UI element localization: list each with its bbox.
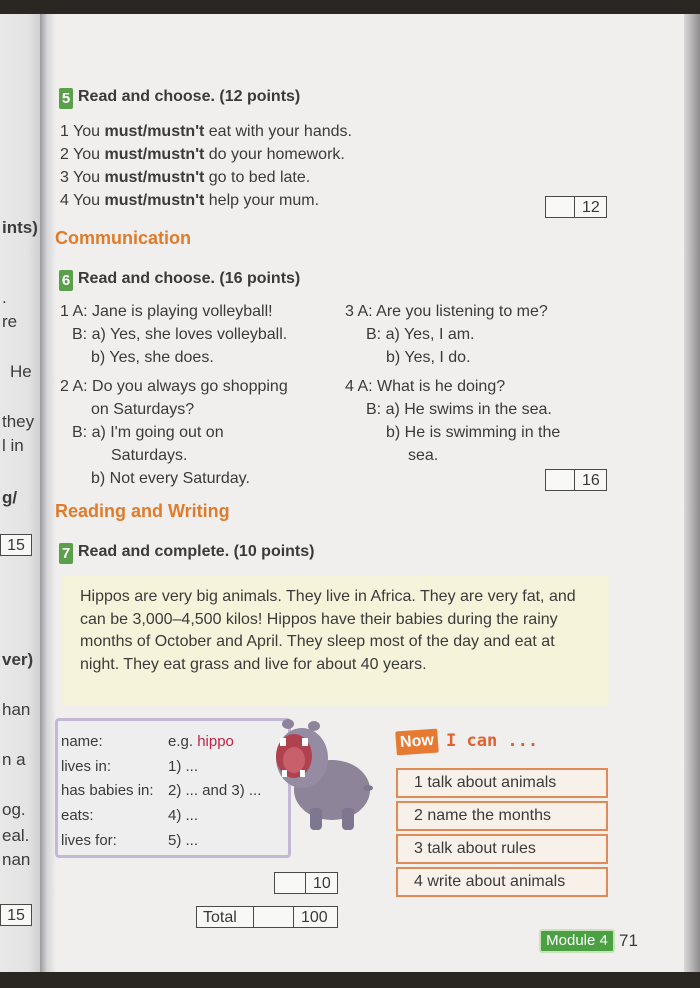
total-label: Total [203, 909, 237, 926]
left-fragment: g/ [2, 488, 18, 507]
task5-item: 3 You must/mustn't go to bed late. [60, 169, 311, 186]
dialogue-line: 3 A: Are you listening to me? [345, 303, 548, 320]
dialogue-option-continued: sea. [408, 447, 439, 464]
can-do-item[interactable]: 4 write about animals [396, 867, 608, 897]
task-title-text: Read and complete. (10 points) [78, 543, 315, 560]
table-label: lives in: [61, 758, 112, 775]
left-fragment: og. [2, 800, 26, 819]
total-value: 100 [301, 909, 328, 926]
example-answer: hippo [197, 733, 234, 750]
left-fragment: re [2, 312, 18, 331]
left-fragment: n a [2, 750, 26, 769]
task-title-text: Read and choose. (12 points) [78, 88, 301, 105]
choice-option[interactable]: must/mustn't [104, 169, 205, 186]
task5-title [59, 88, 300, 109]
dialogue-line: 4 A: What is he doing? [345, 378, 506, 395]
table-label: eats: [61, 807, 94, 824]
dialogue-option[interactable]: b) He is swimming in the [386, 424, 561, 441]
score-max: 12 [582, 199, 600, 216]
reading-text-box [62, 576, 610, 706]
task6-title [59, 270, 300, 291]
choice-option[interactable]: must/mustn't [104, 123, 205, 140]
left-fragment: han [2, 700, 31, 719]
i-can-heading: I can ... [446, 731, 539, 751]
task5-item: 2 You must/mustn't do your homework. [60, 146, 345, 163]
dialogue-option[interactable]: B: a) I'm going out on [72, 424, 224, 441]
task5-item: 4 You must/mustn't help your mum. [60, 192, 320, 209]
reading-text: Hippos are very big animals. They live in Africa. They are very fat, and can be 3,000–4,500 kilos! Hippos have their babies during the rainy months of October and April. They sleep most of the day and eat at night. They eat grass and live for about 40 years. [80, 588, 576, 673]
table-label: name: [61, 733, 103, 750]
left-fragment: . [2, 288, 7, 307]
table-answer-slot[interactable]: 2) ... and 3) ... [168, 782, 262, 799]
section-heading-communication: Communication [55, 228, 192, 248]
task6-score-box [545, 469, 607, 491]
left-fragment: nan [2, 850, 31, 869]
task-title-text: Read and choose. (16 points) [78, 270, 301, 287]
table-value: e.g. hippo [168, 733, 234, 750]
table-label: has babies in: [61, 782, 154, 799]
left-fragment: they [2, 412, 35, 431]
page-number: 71 [619, 931, 638, 950]
dialogue-option[interactable]: B: a) He swims in the sea. [366, 401, 552, 418]
right-page-edge [684, 14, 700, 972]
table-answer-slot[interactable]: 5) ... [168, 832, 199, 849]
dialogue-option[interactable]: b) Yes, she does. [91, 349, 214, 366]
hippo-illustration [258, 708, 374, 838]
task-number-badge: 6 [59, 270, 73, 291]
total-score-box [196, 906, 338, 928]
left-score-box: 15 [0, 534, 32, 556]
section-heading-reading-writing: Reading and Writing [55, 501, 230, 521]
task5-score-box [545, 196, 607, 218]
task7-score-box [274, 872, 338, 894]
dialogue-option-continued: Saturdays. [111, 447, 188, 464]
book-gutter [40, 14, 56, 972]
module-badge: Module 4 [539, 929, 615, 953]
table-label: lives for: [61, 832, 117, 849]
score-max: 16 [582, 472, 600, 489]
task5-item: 1 You must/mustn't eat with your hands. [60, 123, 352, 140]
can-do-item[interactable]: 1 talk about animals [396, 768, 608, 798]
table-answer-slot[interactable]: 4) ... [168, 807, 199, 824]
dialogue-option[interactable]: B: a) Yes, she loves volleyball. [72, 326, 288, 343]
left-score-box: 15 [0, 904, 32, 926]
can-do-item[interactable]: 3 talk about rules [396, 834, 608, 864]
task-number-badge: 7 [59, 543, 73, 564]
task-number-badge: 5 [59, 88, 73, 109]
left-fragment: ver) [2, 650, 34, 669]
left-fragment: He [10, 362, 32, 381]
choice-option[interactable]: must/mustn't [104, 146, 205, 163]
table-answer-slot[interactable]: 1) ... [168, 758, 199, 775]
dialogue-line: 1 A: Jane is playing volleyball! [60, 303, 273, 320]
left-fragment: ints) [2, 218, 38, 237]
choice-option[interactable]: must/mustn't [104, 192, 205, 209]
task7-title [59, 543, 314, 564]
dialogue-line: on Saturdays? [91, 401, 195, 418]
dialogue-line: 2 A: Do you always go shopping [60, 378, 288, 395]
can-do-item[interactable]: 2 name the months [396, 801, 608, 831]
score-max: 10 [313, 875, 331, 892]
dialogue-option[interactable]: B: a) Yes, I am. [366, 326, 475, 343]
dialogue-option[interactable]: b) Not every Saturday. [91, 470, 250, 487]
dialogue-option[interactable]: b) Yes, I do. [386, 349, 471, 366]
now-badge: Now [395, 729, 439, 756]
left-fragment: l in [2, 436, 24, 455]
left-fragment: eal. [2, 826, 30, 845]
